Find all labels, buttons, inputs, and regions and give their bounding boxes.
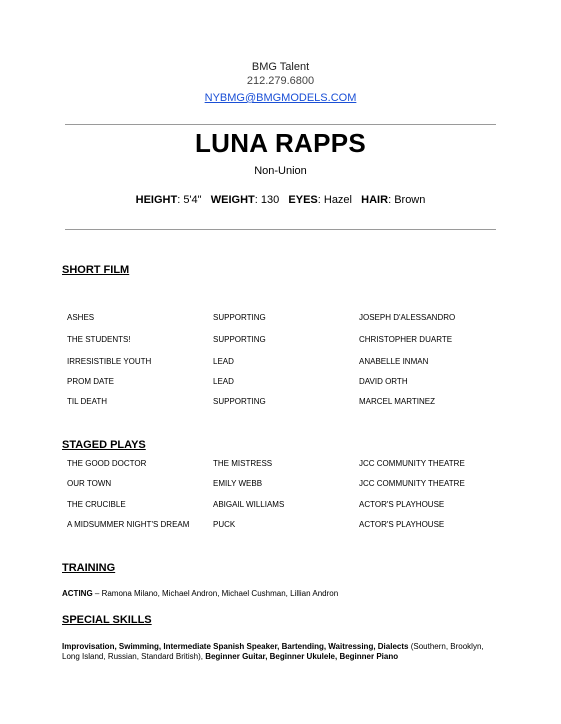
union-status: Non-Union — [254, 165, 307, 177]
training-label: ACTING — [62, 589, 93, 598]
credit-role: THE MISTRESS — [213, 459, 273, 468]
credit-role: SUPPORTING — [213, 335, 266, 344]
credit-project: OUR TOWN — [67, 479, 112, 488]
table-row — [67, 396, 497, 408]
credit-venue: JCC COMMUNITY THEATRE — [359, 479, 465, 488]
agency-name: BMG Talent — [251, 61, 310, 73]
credit-role: ABIGAIL WILLIAMS — [213, 500, 285, 509]
credit-director: DAVID ORTH — [359, 377, 408, 386]
credit-role: SUPPORTING — [213, 313, 266, 322]
stats-line: HEIGHT: 5'4" WEIGHT: 130 EYES: Hazel HAIR: Brown — [135, 194, 426, 206]
hair-value: Brown — [394, 194, 426, 206]
credit-project: TIL DEATH — [67, 397, 108, 406]
agency-phone: 212.279.6800 — [246, 75, 315, 87]
credit-director: JOSEPH D'ALESSANDRO — [359, 313, 456, 322]
credit-role: PUCK — [213, 520, 236, 529]
section-title-training: TRAINING — [62, 562, 116, 574]
table-row — [67, 499, 497, 511]
section-title-special-skills: SPECIAL SKILLS — [62, 614, 152, 626]
table-row — [67, 312, 497, 324]
table-row — [67, 376, 497, 388]
credit-project: THE GOOD DOCTOR — [67, 459, 147, 468]
table-row — [67, 478, 497, 490]
skills-part-1: Improvisation, Swimming, Intermediate Spanish Speaker, Bartending, Waitressing, Dialects — [62, 642, 409, 651]
height-value: 5'4" — [183, 194, 202, 206]
credit-director: MARCEL MARTINEZ — [359, 397, 436, 406]
credit-venue: ACTOR'S PLAYHOUSE — [359, 500, 445, 509]
top-divider — [65, 124, 496, 125]
table-row — [67, 519, 497, 531]
credit-project: IRRESISTIBLE YOUTH — [67, 357, 152, 366]
table-row — [67, 334, 497, 346]
eyes-label: EYES — [288, 194, 318, 206]
credit-role: LEAD — [213, 357, 234, 366]
training-separator: – — [92, 589, 102, 598]
eyes-value: Hazel — [323, 194, 352, 206]
weight-label: WEIGHT — [210, 194, 255, 206]
credit-role: SUPPORTING — [213, 397, 266, 406]
section-title-staged-plays: STAGED PLAYS — [62, 439, 146, 451]
training-acting — [62, 588, 338, 600]
agency-email-link[interactable]: NYBMG@BMGMODELS.COM — [204, 92, 357, 104]
hair-label: HAIR — [361, 194, 389, 206]
credit-director: ANABELLE INMAN — [359, 357, 429, 366]
skills-part-2: (Southern, Brooklyn, Long Island, Russian, Standard British), — [62, 642, 484, 661]
special-skills-text — [62, 642, 502, 662]
skills-part-3: Beginner Guitar, Beginner Ukulele, Beginner Piano — [205, 652, 399, 661]
credit-project: A MIDSUMMER NIGHT'S DREAM — [67, 520, 190, 529]
actor-name: LUNA RAPPS — [194, 128, 367, 158]
credit-venue: ACTOR'S PLAYHOUSE — [359, 520, 445, 529]
credit-venue: JCC COMMUNITY THEATRE — [359, 459, 465, 468]
table-row — [67, 356, 497, 368]
agency-email-wrapper — [0, 88, 561, 106]
credit-role: LEAD — [213, 377, 234, 386]
credit-project: ASHES — [67, 313, 95, 322]
table-row — [67, 458, 497, 470]
credit-director: CHRISTOPHER DUARTE — [359, 335, 453, 344]
bottom-divider — [65, 229, 496, 230]
weight-value: 130 — [260, 194, 280, 206]
credit-project: PROM DATE — [67, 377, 114, 386]
height-label: HEIGHT — [135, 194, 178, 206]
section-title-short-film: SHORT FILM — [62, 264, 130, 276]
credit-role: EMILY WEBB — [213, 479, 263, 488]
training-teachers: Ramona Milano, Michael Andron, Michael Cushman, Lillian Andron — [101, 589, 339, 598]
credit-project: THE STUDENTS! — [67, 335, 131, 344]
credit-project: THE CRUCIBLE — [67, 500, 126, 509]
